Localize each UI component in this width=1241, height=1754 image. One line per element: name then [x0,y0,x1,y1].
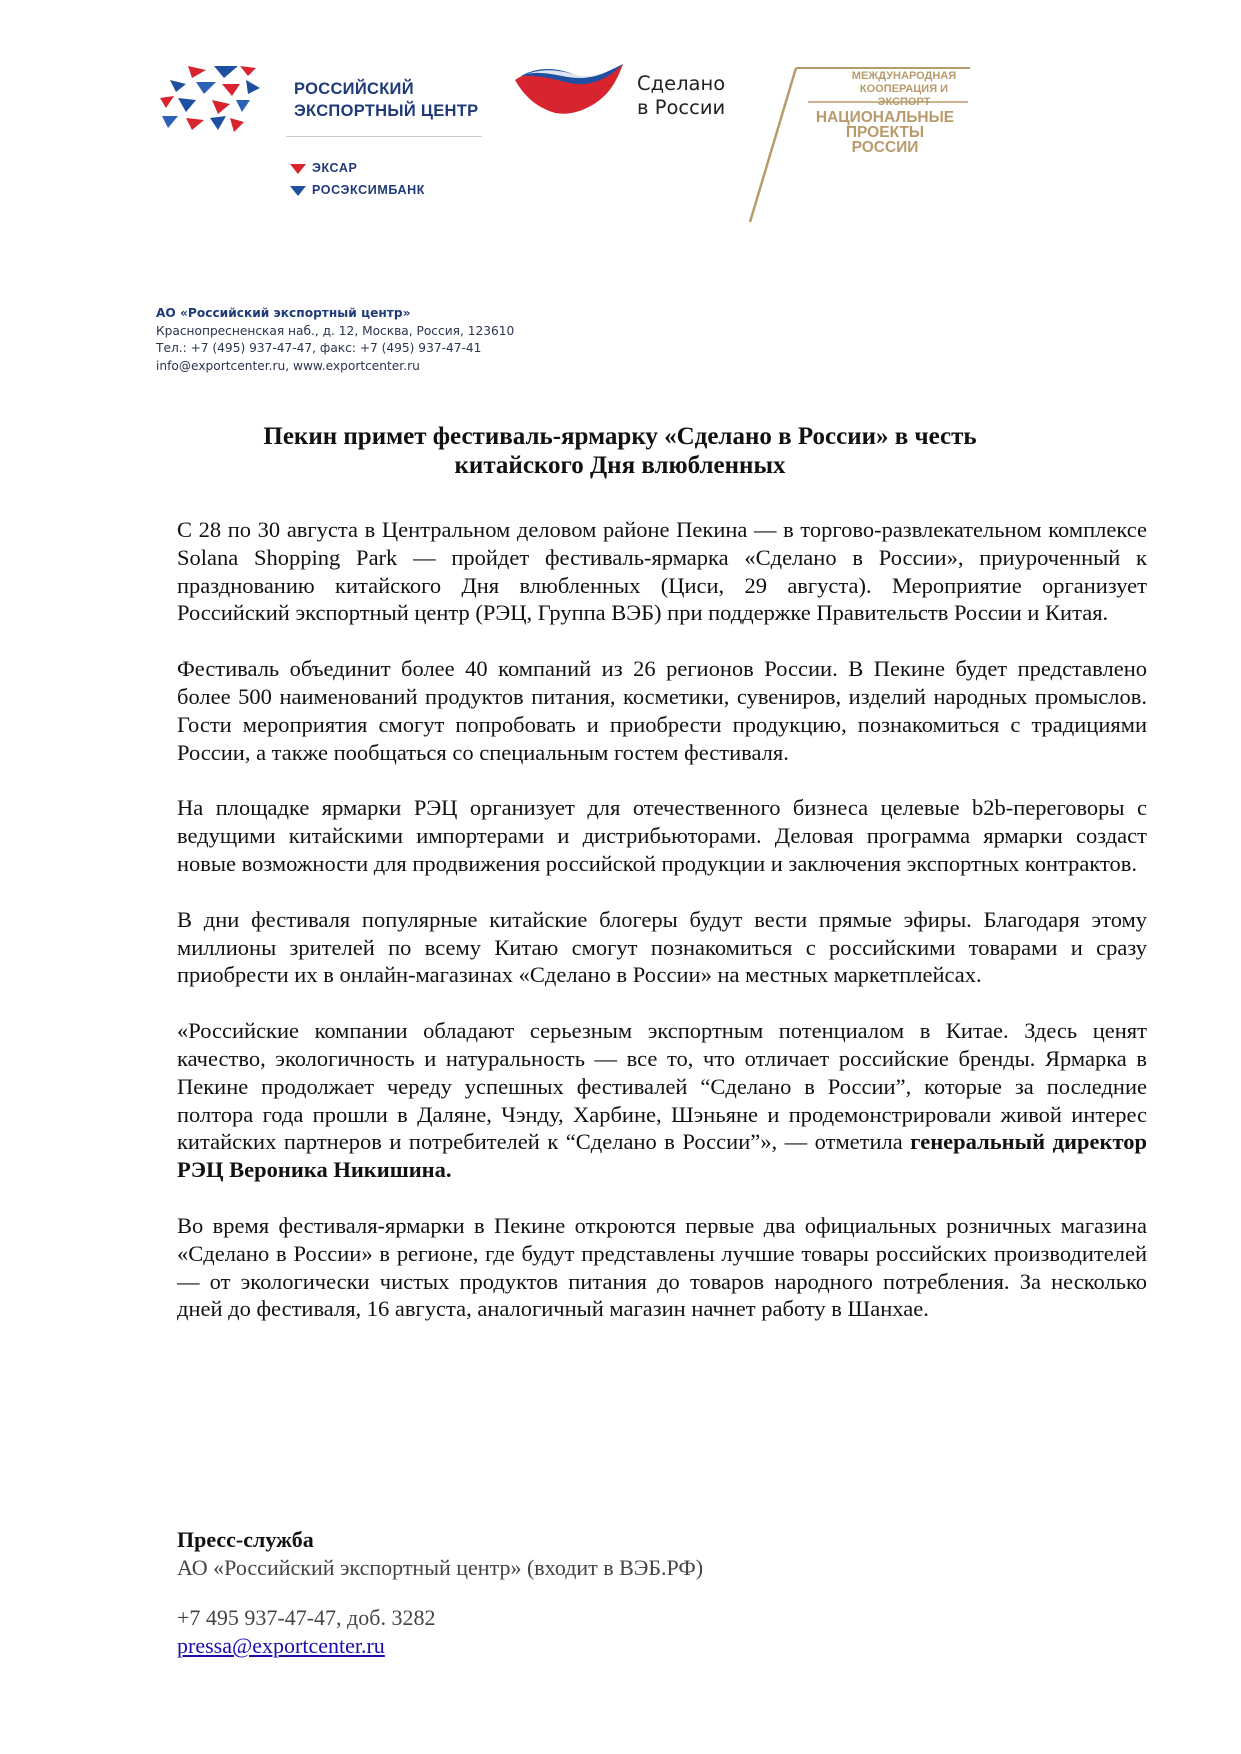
exiar-text: ЭКСАР [312,161,358,175]
national-projects-logo [748,66,970,226]
article-body [177,516,1147,1351]
np-line2: КООПЕРАЦИЯ И ЭКСПОРТ [859,83,949,108]
press-release-title [160,422,1080,480]
roseximbank-text: РОСЭКСИМБАНК [312,183,425,197]
address-org: АО «Российский экспортный центр» [156,306,411,320]
rec-divider [286,136,482,137]
press-service-label: Пресс-служба [177,1527,314,1552]
address-phone: Тел.: +7 (495) 937-47-47, факс: +7 (495) 937-47-41 [156,341,482,355]
paragraph-5 [177,1017,1147,1184]
quote-text: «Российские компании обладают серьезным экспортным потенциалом в Китае. Здесь ценят качество, экологичность и натуральность — все то, что отличает российские бренды. Ярмарка в Пекине продолжает череду успешных фестивалей “Сделано в России”, которые за последние полтора года прошли в Даляне, Чэнду, Харбине, Шэньяне и продемонстрировали живой интерес китайских партнеров и потребителей к “Сделано в России”», — отметила [177,1018,1147,1155]
rec-logo [156,66,486,206]
made-in-russia-logo [513,60,733,160]
press-email-link[interactable]: pressa@exportcenter.ru [177,1633,385,1658]
roseximbank-triangle-icon [290,186,306,196]
exiar-triangle-icon [290,164,306,174]
press-phone: +7 495 937-47-47, доб. 3282 [177,1605,436,1630]
np-line4: ПРОЕКТЫ [845,124,925,141]
rec-name-line2: ЭКСПОРТНЫЙ ЦЕНТР [294,102,479,120]
flag-wave-icon [513,60,628,122]
made-in-russia-text [637,72,725,120]
paragraph-1: С 28 по 30 августа в Центральном деловом районе Пекина — в торгово-развлекательном комплексе Solana Shopping Park — пройдет фестиваль-ярмарка «Сделано в России», приуроченный к празднованию китайского Дня влюбленных (Циси, 29 августа). Мероприятие организует Российский экспортный центр (РЭЦ, Группа ВЭБ) при поддержке Правительств России и Китая. [177,517,1147,626]
address-street: Краснопресненская наб., д. 12, Москва, Россия, 123610 [156,323,515,338]
np-line5: РОССИИ [851,139,919,156]
np-line1: МЕЖДУНАРОДНАЯ [851,70,957,82]
press-org: АО «Российский экспортный центр» (входит в ВЭБ.РФ) [177,1555,704,1580]
paragraph-2: Фестиваль объединит более 40 компаний из 26 регионов России. В Пекине будет представлено более 500 наименований продуктов питания, косметики, сувениров, изделий народных промыслов. Гости мероприятия смогут попробовать и приобрести продукцию, познакомиться с традициями России, а также пообщаться со специальным гостем фестиваля. [177,656,1147,765]
rec-name [294,78,478,122]
rec-name-line1: РОССИЙСКИЙ [294,80,414,98]
roseximbank-label [312,183,425,197]
made-in-russia-line1: Сделано [637,72,726,95]
paragraph-3: На площадке ярмарки РЭЦ организует для отечественного бизнеса целевые b2b-переговоры с ведущими китайскими импортерами и дистрибьюторами. Деловая программа ярмарки создаст новые возможности для продвижения российской продукции и заключения экспортных контрактов. [177,795,1147,876]
address-block [156,305,514,375]
paragraph-4: В дни фестиваля популярные китайские блогеры будут вести прямые эфиры. Благодаря этому миллионы зрителей по всему Китаю смогут познакомиться с российскими товарами и сразу приобрести их в онлайн-магазинах «Сделано в России» на местных маркетплейсах. [177,906,1147,988]
press-contacts [177,1526,703,1660]
title-line1: Пекин примет фестиваль-ярмарку «Сделано в России» в честь [263,423,977,450]
exiar-label [312,161,357,175]
title-line2: китайского Дня влюбленных [454,452,786,479]
address-web: info@exportcenter.ru, www.exportcenter.ru [156,358,420,373]
quote-attribution: генеральный директор РЭЦ Вероника Никишина. [177,1129,1147,1183]
rec-emblem-icon [156,66,276,136]
national-projects-heading [840,70,968,109]
paragraph-6: Во время фестиваля-ярмарки в Пекине откроются первые два официальных розничных магазина «Сделано в России» в регионе, где будут представлены лучшие товары российских производителей — от экологически чистых продуктов питания до товаров народного потребления. За несколько дней до фестиваля, 16 августа, аналогичный магазин начнет работу в Шанхае. [177,1212,1147,1322]
np-line3: НАЦИОНАЛЬНЫЕ [815,109,955,126]
national-projects-title [810,110,960,155]
made-in-russia-line2: в России [637,96,726,119]
